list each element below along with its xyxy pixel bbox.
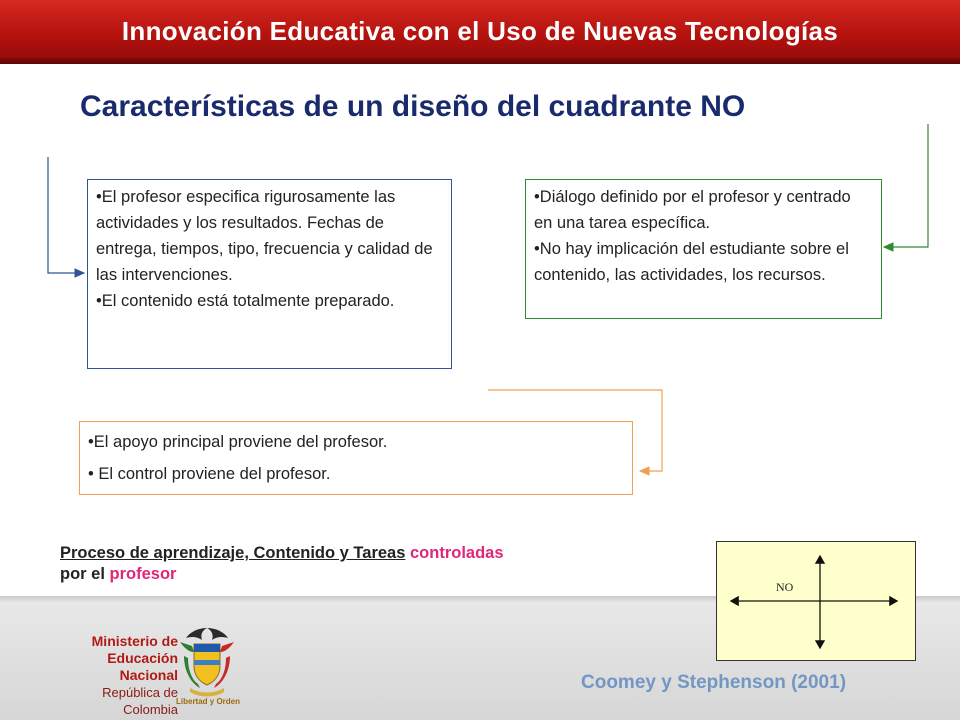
green-connector bbox=[884, 124, 928, 247]
ministry-line-1: Ministerio de bbox=[91, 633, 178, 649]
list-item: •El contenido está totalmente preparado. bbox=[96, 292, 395, 310]
slide-title: Características de un diseño del cuadrante NO bbox=[80, 90, 746, 123]
quadrant-axes bbox=[717, 542, 915, 660]
summary-part-5: profesor bbox=[109, 565, 177, 583]
ministry-line-3: República de Colombia bbox=[102, 685, 178, 717]
dialogue-box bbox=[525, 179, 882, 319]
blue-connector bbox=[48, 157, 84, 273]
list-item: •El profesor especifica rigurosamente las actividades y los resultados. Fechas de entrega, tiempos, tipo, frecuencia y calidad de las intervenciones. bbox=[96, 188, 433, 284]
summary-part-3: controladas bbox=[405, 544, 504, 562]
list-item: • El control proviene del profesor. bbox=[88, 465, 331, 483]
list-item: •El apoyo principal proviene del profesor. bbox=[88, 433, 388, 451]
list-item: •No hay implicación del estudiante sobre el contenido, las actividades, los recursos. bbox=[534, 240, 849, 284]
summary-part-1: Proceso de aprendizaje, bbox=[60, 544, 254, 562]
ministry-line-2: Educación Nacional bbox=[107, 650, 178, 683]
support-box bbox=[79, 421, 633, 495]
motto: Libertad y Orden bbox=[176, 697, 241, 706]
quadrant-label: NO bbox=[776, 580, 794, 594]
ministry-logo-text bbox=[58, 633, 178, 718]
teacher-activities-box bbox=[87, 179, 452, 369]
summary-part-4: por el bbox=[60, 565, 110, 583]
banner-title: Innovación Educativa con el Uso de Nuevas Tecnologías bbox=[121, 16, 839, 46]
coat-of-arms-icon bbox=[176, 622, 238, 702]
summary-text bbox=[60, 543, 660, 585]
summary-part-2: Contenido y Tareas bbox=[253, 544, 406, 562]
list-item: •Diálogo definido por el profesor y centrado en una tarea específica. bbox=[534, 188, 851, 232]
citation: Coomey y Stephenson (2001) bbox=[581, 672, 847, 693]
quadrant-diagram bbox=[716, 541, 916, 661]
